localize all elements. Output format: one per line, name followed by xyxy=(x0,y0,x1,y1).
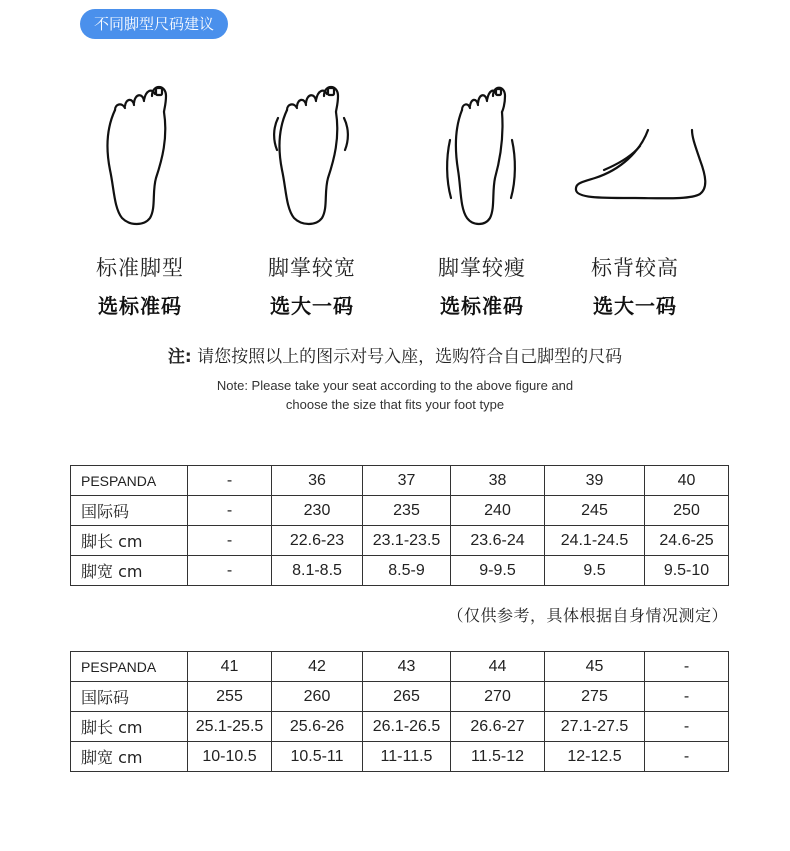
table-cell: 41 xyxy=(188,652,272,682)
table-cell: 44 xyxy=(451,652,545,682)
table-cell: 250 xyxy=(645,496,729,526)
table-cell: 25.6-26 xyxy=(272,712,363,742)
high-instep-foot-icon xyxy=(560,80,710,230)
foot-type-label: 脚掌较宽 xyxy=(268,256,356,280)
table-cell: 275 xyxy=(545,682,645,712)
table-cell: 10.5-11 xyxy=(272,742,363,772)
table-cell: - xyxy=(188,556,272,586)
table-cell: 26.6-27 xyxy=(451,712,545,742)
table-cell: 8.1-8.5 xyxy=(272,556,363,586)
table-cell: 270 xyxy=(451,682,545,712)
table-row xyxy=(71,652,729,682)
foot-type-standard xyxy=(55,80,225,319)
disclaimer-text: （仅供参考，具体根据自身情况测定） xyxy=(447,606,728,625)
table-cell: 240 xyxy=(451,496,545,526)
table-cell: 245 xyxy=(545,496,645,526)
section-title-badge: 不同脚型尺码建议 xyxy=(80,9,228,39)
table-cell: 8.5-9 xyxy=(363,556,451,586)
row-header-cell: 脚宽 cm xyxy=(71,742,188,772)
wide-foot-icon xyxy=(272,80,352,230)
table-cell: - xyxy=(645,682,729,712)
note-chinese xyxy=(0,342,790,367)
foot-type-narrow xyxy=(397,80,567,319)
table-cell: - xyxy=(188,526,272,556)
row-header-cell: 国际码 xyxy=(71,682,188,712)
row-header-cell: 国际码 xyxy=(71,496,188,526)
table-cell: - xyxy=(645,712,729,742)
foot-type-high-instep xyxy=(550,80,720,319)
table-cell: - xyxy=(188,496,272,526)
standard-foot-icon xyxy=(100,80,180,230)
table-cell: 43 xyxy=(363,652,451,682)
size-advice: 选标准码 xyxy=(98,294,182,318)
table-cell: - xyxy=(645,652,729,682)
table-cell: 10-10.5 xyxy=(188,742,272,772)
table-cell: 23.6-24 xyxy=(451,526,545,556)
table-cell: 255 xyxy=(188,682,272,712)
table-cell: - xyxy=(188,466,272,496)
table-cell: 9.5-10 xyxy=(645,556,729,586)
note-english-line-2: choose the size that fits your foot type xyxy=(285,397,505,412)
row-header-cell: 脚长 cm xyxy=(71,712,188,742)
table-row xyxy=(71,526,729,556)
table-cell: 24.1-24.5 xyxy=(545,526,645,556)
row-header-cell: PESPANDA xyxy=(71,652,188,682)
size-advice: 选大一码 xyxy=(593,294,677,318)
table-cell: 12-12.5 xyxy=(545,742,645,772)
table-cell: 26.1-26.5 xyxy=(363,712,451,742)
note-prefix: 注: xyxy=(167,347,192,367)
table-cell: 36 xyxy=(272,466,363,496)
foot-type-label: 脚掌较瘦 xyxy=(438,256,526,280)
table-row xyxy=(71,496,729,526)
note-english xyxy=(0,376,790,414)
table-cell: 24.6-25 xyxy=(645,526,729,556)
table-cell: 40 xyxy=(645,466,729,496)
table-cell: 235 xyxy=(363,496,451,526)
table-cell: 25.1-25.5 xyxy=(188,712,272,742)
table-row xyxy=(71,682,729,712)
foot-type-guide xyxy=(0,80,790,320)
table-cell: 265 xyxy=(363,682,451,712)
note-english-line-1: Note: Please take your seat according to the above figure and xyxy=(216,378,574,393)
narrow-foot-icon xyxy=(442,80,522,230)
table-cell: 38 xyxy=(451,466,545,496)
table-cell: 27.1-27.5 xyxy=(545,712,645,742)
size-advice: 选标准码 xyxy=(440,294,524,318)
foot-type-label: 标背较高 xyxy=(591,256,679,280)
table-cell: 22.6-23 xyxy=(272,526,363,556)
table-cell: 9.5 xyxy=(545,556,645,586)
row-header-cell: 脚长 cm xyxy=(71,526,188,556)
table-cell: 230 xyxy=(272,496,363,526)
size-table-1 xyxy=(70,465,729,586)
foot-type-wide xyxy=(227,80,397,319)
table-cell: 260 xyxy=(272,682,363,712)
table-row xyxy=(71,742,729,772)
table-cell: 9-9.5 xyxy=(451,556,545,586)
foot-type-label: 标准脚型 xyxy=(96,256,184,280)
table-cell: 37 xyxy=(363,466,451,496)
table-cell: 11.5-12 xyxy=(451,742,545,772)
table-cell: 45 xyxy=(545,652,645,682)
table-cell: 11-11.5 xyxy=(363,742,451,772)
table-cell: 42 xyxy=(272,652,363,682)
note-text: 请您按照以上的图示对号入座，选购符合自己脚型的尺码 xyxy=(197,347,623,367)
table-cell: 23.1-23.5 xyxy=(363,526,451,556)
size-advice: 选大一码 xyxy=(270,294,354,318)
table-cell: 39 xyxy=(545,466,645,496)
row-header-cell: 脚宽 cm xyxy=(71,556,188,586)
table-row xyxy=(71,712,729,742)
table-cell: - xyxy=(645,742,729,772)
size-table-2 xyxy=(70,651,729,772)
row-header-cell: PESPANDA xyxy=(71,466,188,496)
table-row xyxy=(71,556,729,586)
table-row xyxy=(71,466,729,496)
